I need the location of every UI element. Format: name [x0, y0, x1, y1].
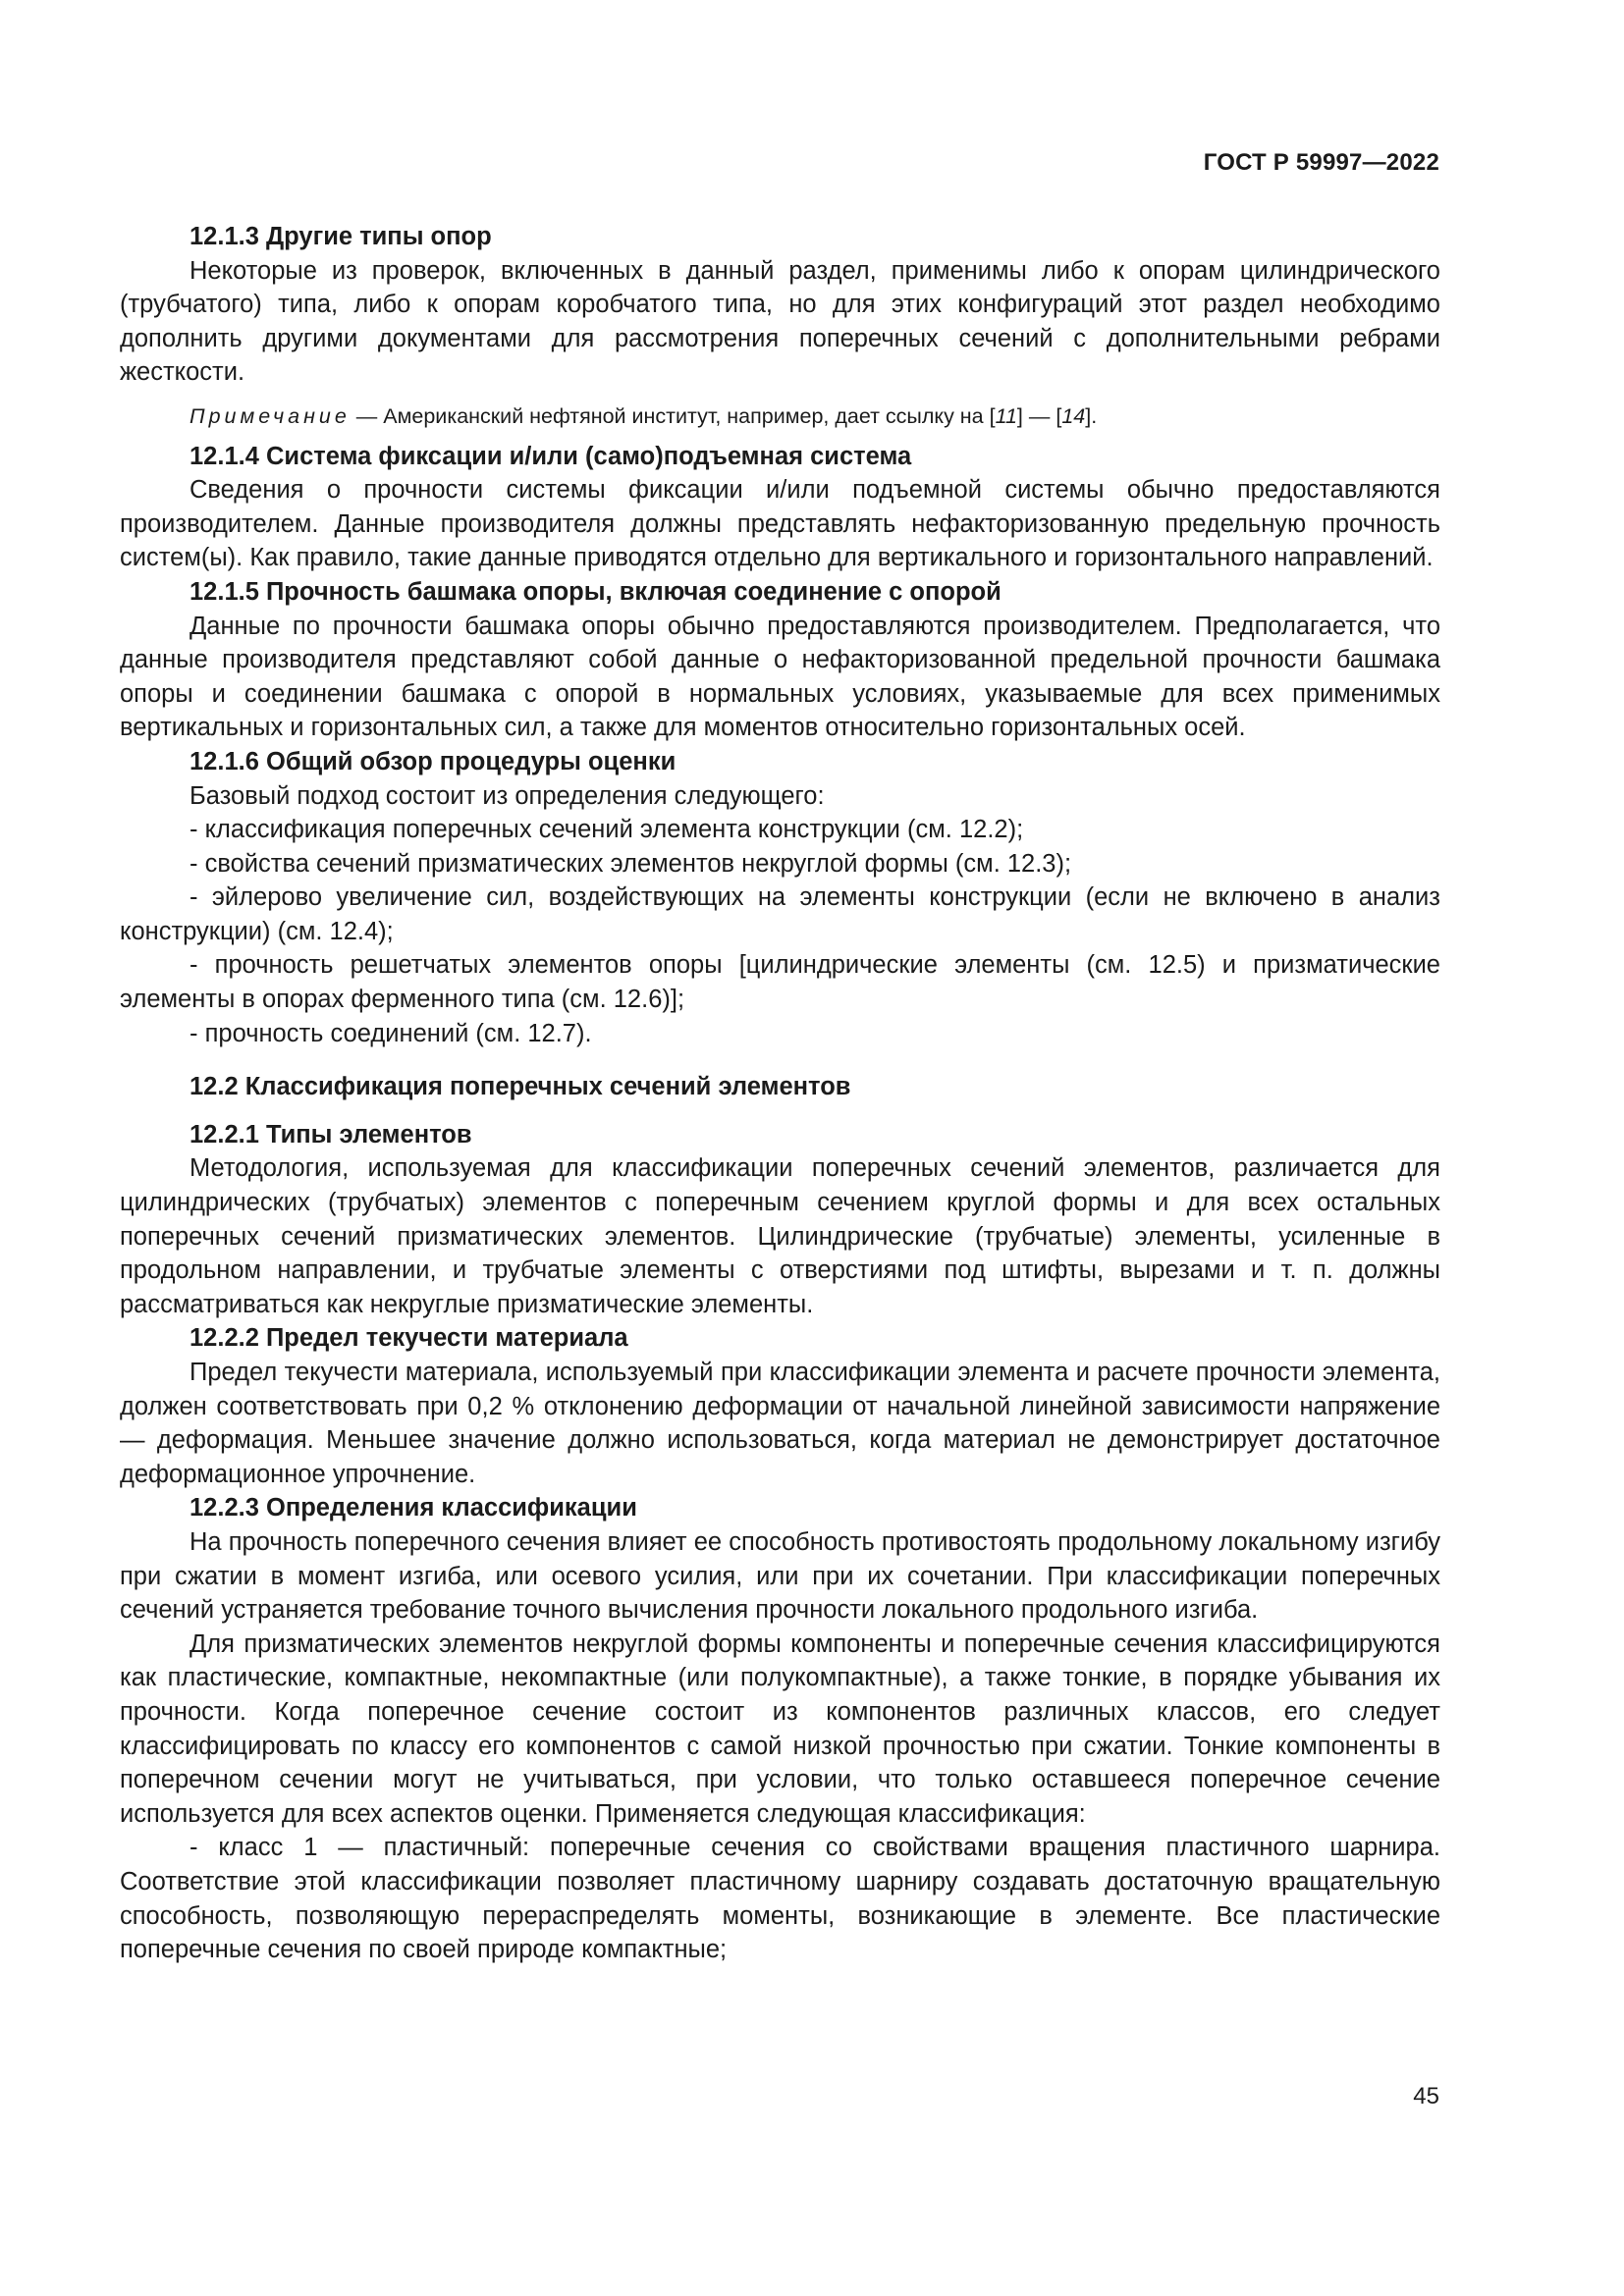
- reference: 14: [1061, 403, 1086, 428]
- page-content: [120, 220, 1440, 1967]
- paragraph: Предел текучести материала, используемый при классификации элемента и расчете прочности элемента, должен соответствовать при 0,2 % отклонению деформации от начальной линейной зависимости напряжение — деформация. Меньшее значение должно использоваться, когда материал не демонстрирует достаточное деформационное упрочнение.: [120, 1359, 1440, 1488]
- heading-12-1-3: 12.1.3 Другие типы опор: [189, 223, 492, 250]
- paragraph: - класс 1 — пластичный: поперечные сечения со свойствами вращения пластичного шарнира. Соответствие этой классификации позволяет пластичному шарниру создавать достаточную вращательную способность, позволяющую перераспределять моменты, возникающие в элементе. Все пластические поперечные сечения по своей природе компактные;: [120, 1834, 1440, 1964]
- document-code: ГОСТ Р 59997—2022: [1203, 149, 1439, 176]
- paragraph: Сведения о прочности системы фиксации и/или подъемной системы обычно предоставляются производителем. Данные производителя должны представлять нефакторизованную предельную прочность систем(ы). Как правило, такие данные приводятся отдельно для вертикального и горизонтального направлений.: [120, 476, 1440, 572]
- paragraph: Для призматических элементов некруглой формы компоненты и поперечные сечения классифицируются как пластические, компактные, некомпактные (или полукомпактные), а также тонкие, в порядке убывания их прочности. Когда поперечное сечение состоит из компонентов различных классов, его следует классифицировать по классу его компонентов с самой низкой прочностью при сжатии. Тонкие компоненты в поперечном сечении могут не учитываться, при условии, что только оставшееся поперечное сечение используется для всех аспектов оценки. Применяется следующая классификация:: [120, 1629, 1440, 1828]
- paragraph: Некоторые из проверок, включенных в данный раздел, применимы либо к опорам цилиндрического (трубчатого) типа, либо к опорам коробчатого типа, но для этих конфигураций этот раздел необходимо дополнить другими документами для рассмотрения поперечных сечений с дополнительными ребрами жесткости.: [120, 256, 1440, 387]
- list-item: - прочность решетчатых элементов опоры [цилиндрические элементы (см. 12.5) и призматические элементы в опорах ферменного типа (см. 12.6)];: [120, 951, 1440, 1014]
- heading-12-2-2: 12.2.2 Предел текучести материала: [189, 1324, 628, 1353]
- heading-12-1-6: 12.1.6 Общий обзор процедуры оценки: [189, 747, 677, 775]
- heading-12-2: 12.2 Классификация поперечных сечений элементов: [189, 1073, 851, 1101]
- heading-12-2-3: 12.2.3 Определения классификации: [189, 1494, 637, 1522]
- heading-12-1-4: 12.1.4 Система фиксации и/или (само)подъемная система: [189, 442, 912, 470]
- heading-12-2-1: 12.2.1 Типы элементов: [189, 1120, 472, 1148]
- paragraph: Методология, используемая для классификации поперечных сечений элементов, различается для цилиндрических (трубчатых) элементов с поперечным сечением круглой формы и для всех остальных поперечных сечений призматических элементов. Цилиндрические (трубчатые) элементы, усиленные в продольном направлении, и трубчатые элементы с отверстиями под штифты, вырезами и т. п. должны рассматриваться как некруглые призматические элементы.: [120, 1154, 1440, 1318]
- paragraph: Данные по прочности башмака опоры обычно предоставляются производителем. Предполагается, что данные производителя представляют собой данные о нефакторизованной предельной прочности башмака опоры и соединении башмака с опорой в нормальных условиях, указываемые для всех применимых вертикальных и горизонтальных сил, а также для моментов относительно горизонтальных осей.: [120, 612, 1440, 742]
- paragraph: Базовый подход состоит из определения следующего:: [189, 781, 825, 810]
- heading-12-1-5: 12.1.5 Прочность башмака опоры, включая соединение с опорой: [189, 577, 1001, 606]
- note-label: Примечание: [189, 403, 351, 428]
- list-item: - классификация поперечных сечений элемента конструкции (см. 12.2);: [189, 816, 1024, 844]
- list-item: - свойства сечений призматических элементов некруглой формы (см. 12.3);: [189, 849, 1072, 878]
- list-item: - эйлерово увеличение сил, воздействующих на элементы конструкции (если не включено в анализ конструкции) (см. 12.4);: [120, 883, 1440, 945]
- page-number: 45: [1413, 2083, 1439, 2109]
- reference: 11: [995, 403, 1017, 428]
- note: Примечание — Американский нефтяной институт, например, дает ссылку на [11] — [14].: [189, 403, 1098, 428]
- paragraph: На прочность поперечного сечения влияет ее способность противостоять продольному локальному изгибу при сжатии в момент изгиба, или осевого усилия, или при их сочетании. При классификации поперечных сечений устраняется требование точного вычисления прочности локального продольного изгиба.: [120, 1527, 1440, 1625]
- list-item: - прочность соединений (см. 12.7).: [189, 1019, 592, 1047]
